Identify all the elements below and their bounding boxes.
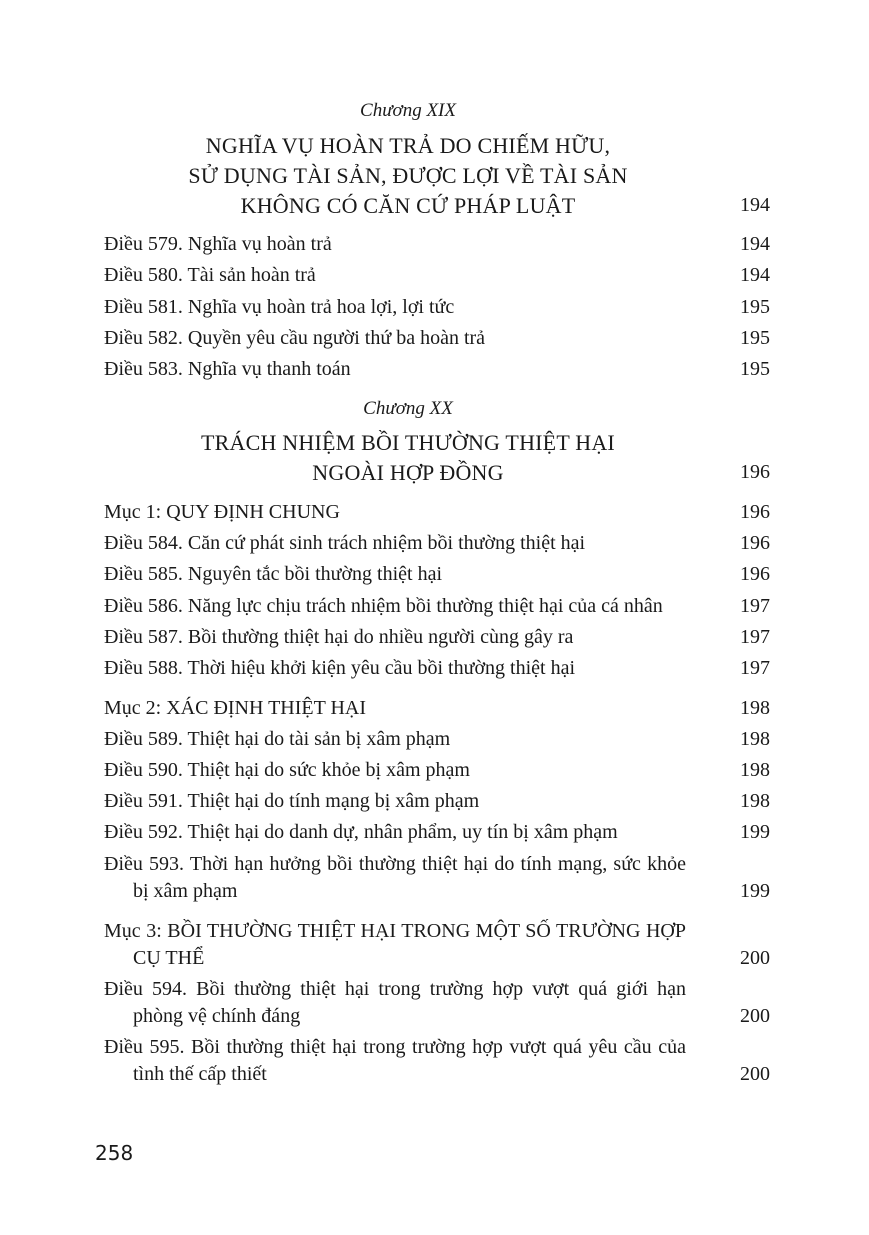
section-heading-page: 196	[740, 501, 770, 523]
chapter-19-title-line-3: KHÔNG CÓ CĂN CỨ PHÁP LUẬT	[240, 193, 576, 218]
chapter-19-title-line-1: NGHĨA VỤ HOÀN TRẢ DO CHIẾM HỮU,	[205, 133, 611, 158]
section-heading-line-1: Mục 3: BỒI THƯỜNG THIỆT HẠI TRONG MỘT SỐ TRƯỜNG HỢP	[104, 920, 686, 942]
toc-entry: Điều 585. Nguyên tắc bồi thường thiệt hại	[104, 563, 443, 585]
toc-entry: Điều 588. Thời hiệu khởi kiện yêu cầu bồi thường thiệt hại	[104, 657, 576, 679]
toc-entry: Điều 584. Căn cứ phát sinh trách nhiệm bồi thường thiệt hại	[104, 532, 586, 554]
chapter-19-label: Chương XIX	[360, 100, 456, 121]
toc-entry: Điều 589. Thiệt hại do tài sản bị xâm phạm	[104, 728, 451, 750]
chapter-20-label: Chương XX	[363, 398, 453, 419]
toc-entry-line-1: Điều 593. Thời hạn hưởng bồi thường thiệt hại do tính mạng, sức khỏe	[104, 853, 686, 875]
toc-entry-page: 200	[740, 1063, 770, 1085]
toc-entry-page: 196	[740, 532, 770, 554]
toc-entry: Điều 579. Nghĩa vụ hoàn trả	[104, 233, 332, 255]
toc-entry: Điều 592. Thiệt hại do danh dự, nhân phẩm, uy tín bị xâm phạm	[104, 821, 618, 843]
section-heading-page: 200	[740, 947, 770, 969]
toc-entry-page: 195	[740, 296, 770, 318]
toc-entry-page: 200	[740, 1005, 770, 1027]
toc-entry-page: 195	[740, 358, 770, 380]
section-heading: Mục 2: XÁC ĐỊNH THIỆT HẠI	[104, 697, 367, 719]
toc-entry: Điều 582. Quyền yêu cầu người thứ ba hoàn trả	[104, 327, 486, 349]
toc-entry-page: 198	[740, 728, 770, 750]
toc-entry-line-2: tình thế cấp thiết	[133, 1063, 267, 1085]
toc-entry-page: 198	[740, 790, 770, 812]
toc-entry-page: 194	[740, 233, 770, 255]
toc-entry-line-2: bị xâm phạm	[133, 880, 238, 902]
toc-entry-page: 197	[740, 657, 770, 679]
toc-entry-page: 198	[740, 759, 770, 781]
toc-entry-line-1: Điều 595. Bồi thường thiệt hại trong trường hợp vượt quá yêu cầu của	[104, 1036, 686, 1058]
toc-entry: Điều 586. Năng lực chịu trách nhiệm bồi thường thiệt hại của cá nhân	[104, 595, 663, 617]
toc-entry: Điều 580. Tài sản hoàn trả	[104, 264, 316, 286]
section-heading: Mục 1: QUY ĐỊNH CHUNG	[104, 501, 340, 523]
toc-entry-page: 197	[740, 626, 770, 648]
toc-entry-page: 199	[740, 821, 770, 843]
section-heading-page: 198	[740, 697, 770, 719]
toc-entry: Điều 581. Nghĩa vụ hoàn trả hoa lợi, lợi tức	[104, 296, 455, 318]
page-number: 258	[95, 1141, 134, 1165]
chapter-19-title-line-2: SỬ DỤNG TÀI SẢN, ĐƯỢC LỢI VỀ TÀI SẢN	[188, 163, 628, 188]
toc-entry: Điều 590. Thiệt hại do sức khỏe bị xâm phạm	[104, 759, 470, 781]
toc-entry: Điều 587. Bồi thường thiệt hại do nhiều người cùng gây ra	[104, 626, 574, 648]
toc-entry-page: 194	[740, 264, 770, 286]
toc-entry-page: 196	[740, 563, 770, 585]
section-heading-line-2: CỤ THỂ	[133, 947, 205, 969]
chapter-20-title-line-2: NGOÀI HỢP ĐỒNG	[312, 460, 504, 485]
toc-entry: Điều 583. Nghĩa vụ thanh toán	[104, 358, 351, 380]
toc-entry-line-2: phòng vệ chính đáng	[133, 1005, 301, 1027]
toc-entry-line-1: Điều 594. Bồi thường thiệt hại trong trường hợp vượt quá giới hạn	[104, 978, 686, 1000]
chapter-20-page: 196	[740, 461, 770, 483]
toc-entry: Điều 591. Thiệt hại do tính mạng bị xâm phạm	[104, 790, 480, 812]
toc-entry-page: 195	[740, 327, 770, 349]
chapter-19-page: 194	[740, 194, 770, 216]
toc-entry-page: 199	[740, 880, 770, 902]
toc-entry-page: 197	[740, 595, 770, 617]
chapter-20-title-line-1: TRÁCH NHIỆM BỒI THƯỜNG THIỆT HẠI	[201, 430, 615, 455]
